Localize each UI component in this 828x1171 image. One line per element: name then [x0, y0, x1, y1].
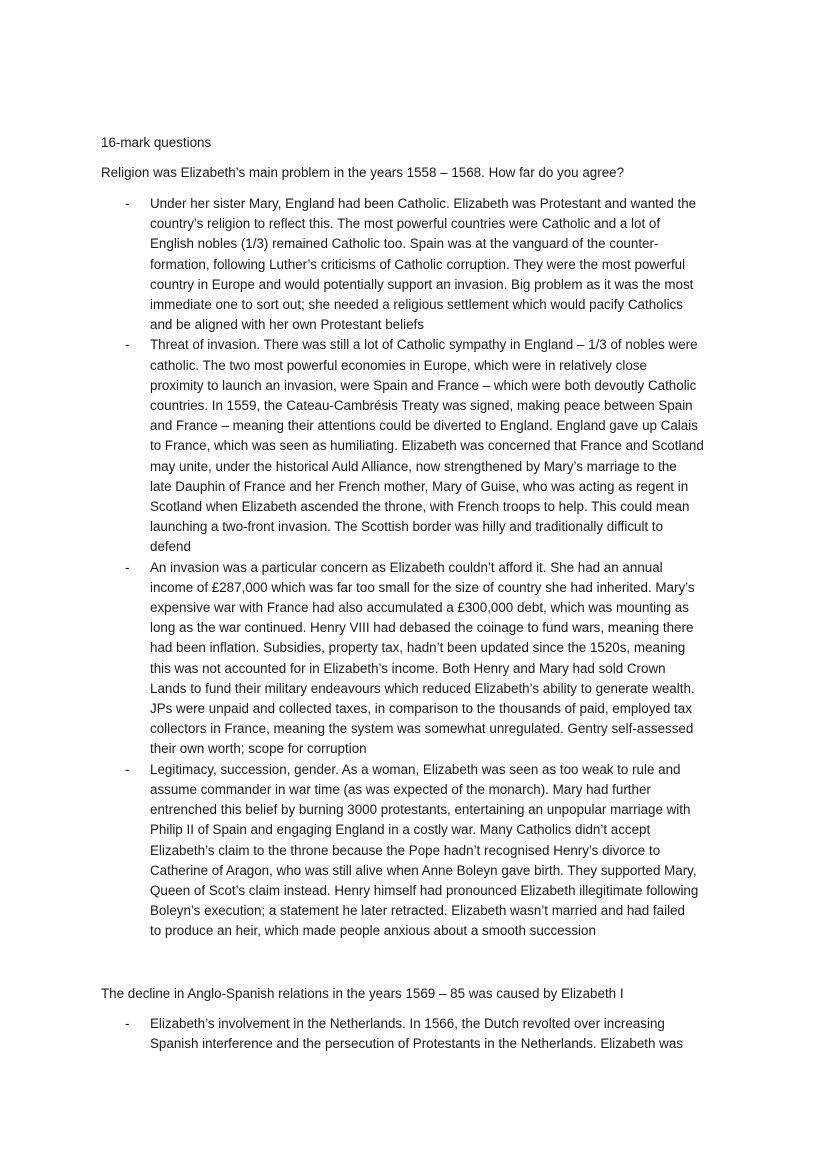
question-2-points: [101, 1014, 741, 1054]
text-line: Boleyn’s execution; a statement he later retracted. Elizabeth wasn’t married and had failed: [150, 903, 685, 919]
text-line: launching a two-front invasion. The Scottish border was hilly and traditionally difficult to: [150, 519, 664, 535]
text-line: this was not accounted for in Elizabeth’s income. Both Henry and Mary had sold Crown: [150, 660, 666, 676]
text-line: to France, which was seen as humiliating. Elizabeth was concerned that France and Scotland: [150, 438, 704, 454]
text-line: Lands to fund their military endeavours which reduced Elizabeth’s ability to generate wealth.: [150, 680, 695, 696]
text-line: Under her sister Mary, England had been Catholic. Elizabeth was Protestant and wanted the: [150, 196, 697, 211]
text-line: late Dauphin of France and her French mother, Mary of Guise, who was acting as regent in: [150, 478, 689, 494]
text-line: countries. In 1559, the Cateau-Cambrésis Treaty was signed, making peace between Spain: [150, 398, 693, 414]
text-line: Scotland when Elizabeth ascended the throne, with French troops to help. This could mean: [150, 499, 690, 515]
text-line: and be aligned with her own Protestant beliefs: [150, 317, 424, 333]
text-line: catholic. The two most powerful economies in Europe, which were in relatively close: [150, 357, 647, 373]
text-line: to produce an heir, which made people anxious about a smooth succession: [150, 923, 596, 939]
text-line: assume commander in war time (as was expected of the monarch). Mary had further: [150, 781, 651, 797]
list-item: [101, 194, 741, 335]
text-line: country in Europe and would potentially support an invasion. Big problem as it was the most: [150, 276, 694, 292]
question-1: Religion was Elizabeth’s main problem in the years 1558 – 1568. How far do you agree?: [101, 165, 625, 180]
bullet-dash: -: [125, 559, 130, 575]
text-line: Legitimacy, succession, gender. As a woman, Elizabeth was seen as too weak to rule and: [150, 761, 681, 777]
text-line: collectors in France, meaning the system was somewhat unregulated. Gentry self-assessed: [150, 721, 694, 737]
bullet-dash: -: [125, 1016, 130, 1031]
text-line: proximity to launch an invasion, were Spain and France – which were both devoutly Catholic: [150, 377, 697, 393]
question-1-points: [101, 194, 741, 942]
text-line: JPs were unpaid and collected taxes, in comparison to the thousands of paid, employed tax: [150, 701, 692, 717]
text-line: An invasion was a particular concern as Elizabeth couldn’t afford it. She had an annual: [150, 559, 663, 575]
text-line: may unite, under the historical Auld Alliance, now strengthened by Mary’s marriage to the: [150, 458, 677, 474]
section-heading: 16-mark questions: [101, 135, 212, 150]
text-line: defend: [150, 539, 191, 555]
question-2: The decline in Anglo-Spanish relations in the years 1569 – 85 was caused by Elizabeth I: [101, 986, 624, 1001]
text-line: Philip II of Spain and engaging England in a costly war. Many Catholics didn’t accept: [150, 822, 651, 838]
list-item: [101, 760, 741, 942]
text-line: Elizabeth’s involvement in the Netherlands. In 1566, the Dutch revolted over increasing: [150, 1016, 665, 1031]
text-line: expensive war with France had also accumulated a £300,000 debt, which was mounting as: [150, 600, 689, 616]
list-item: [101, 335, 741, 557]
text-line: immediate one to sort out; she needed a religious settlement which would pacify Catholics: [150, 297, 683, 313]
text-line: entrenched this belief by burning 3000 protestants, entertaining an unpopular marriage with: [150, 802, 691, 818]
text-line: income of £287,000 which was far too small for the size of country she had inherited. Mary’s: [150, 579, 695, 595]
list-item: [101, 1014, 741, 1054]
text-line: Queen of Scot’s claim instead. Henry himself had pronounced Elizabeth illegitimate following: [150, 882, 699, 898]
bullet-dash: -: [125, 761, 130, 777]
list-item: [101, 558, 741, 760]
bullet-dash: -: [125, 196, 130, 211]
text-line: their own worth; scope for corruption: [150, 741, 367, 757]
bullet-dash: -: [125, 337, 130, 353]
text-line: English nobles (1/3) remained Catholic too. Spain was at the vanguard of the counter-: [150, 236, 659, 252]
text-line: Elizabeth’s claim to the throne because the Pope hadn’t recognised Henry’s divorce to: [150, 842, 661, 858]
text-line: country’s religion to reflect this. The most powerful countries were Catholic and a lot of: [150, 216, 661, 232]
text-line: Spanish interference and the persecution of Protestants in the Netherlands. Elizabeth was: [150, 1036, 683, 1052]
text-line: and France – meaning their attentions could be diverted to England. England gave up Calais: [150, 418, 698, 434]
text-line: Catherine of Aragon, who was still alive when Anne Boleyn gave birth. They supported Mary,: [150, 862, 697, 878]
text-line: long as the war continued. Henry VIII had debased the coinage to fund wars, meaning there: [150, 620, 694, 636]
text-line: Threat of invasion. There was still a lot of Catholic sympathy in England – 1/3 of nobles were: [150, 337, 698, 353]
text-line: formation, following Luther’s criticisms of Catholic corruption. They were the most powerful: [150, 256, 686, 272]
text-line: had been inflation. Subsidies, property tax, hadn’t been updated since the 1520s, meaning: [150, 640, 686, 656]
